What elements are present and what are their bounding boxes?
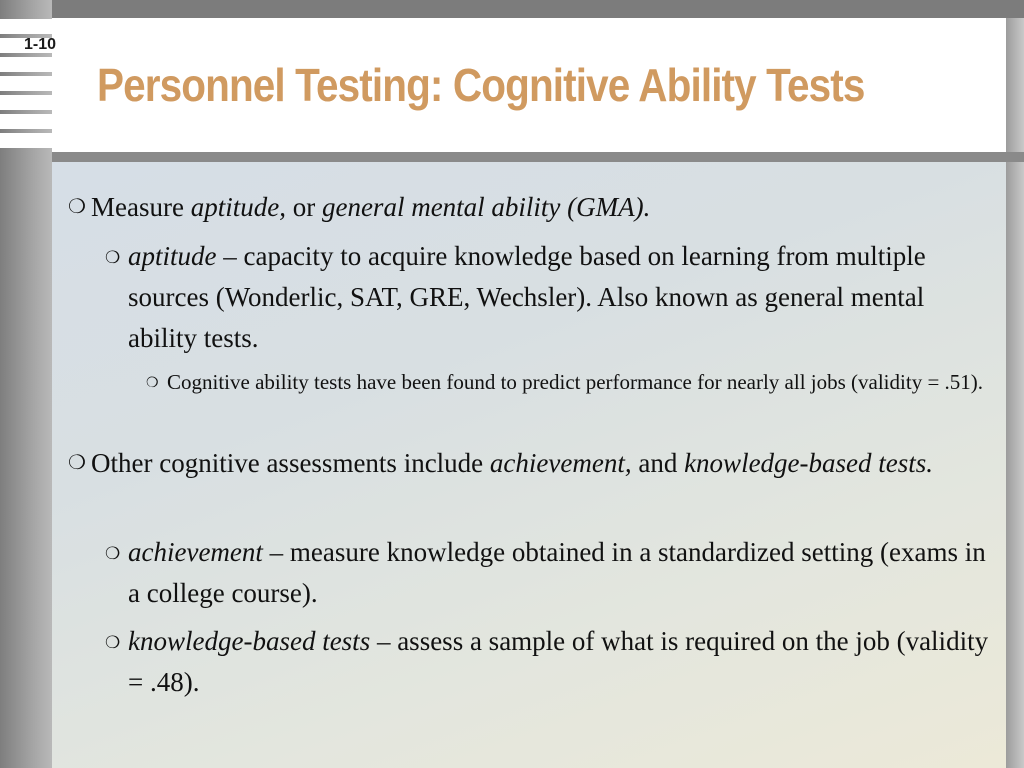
bullet-emphasis: knowledge-based tests. <box>684 448 934 478</box>
bullet-emphasis: general mental ability (GMA). <box>321 192 651 222</box>
bullet-text: Other cognitive assessments include <box>91 448 490 478</box>
bullet-cognitive-validity <box>146 366 1002 399</box>
decor-stripe <box>0 57 103 72</box>
bullet-emphasis: achievement <box>128 537 263 567</box>
bullet-achievement <box>105 532 998 614</box>
bullet-aptitude <box>105 236 998 359</box>
bullet-emphasis: aptitude <box>128 241 217 271</box>
bullet-text: Cognitive ability tests have been found to predict performance for nearly all jobs (validity = .51). <box>167 370 984 394</box>
decor-stripe <box>0 114 60 129</box>
bullet-text: – capacity to acquire knowledge based on learning from multiple sources (Wonderlic, SAT, GRE, Wechsler). Also known as general mental ability tests. <box>128 241 926 353</box>
decor-stripe <box>0 133 52 148</box>
bullet-marker-icon: ❍ <box>105 248 121 267</box>
bullet-marker-icon: ❍ <box>68 196 86 218</box>
bullet-emphasis: knowledge-based tests <box>128 626 371 656</box>
bullet-text: Measure <box>91 192 191 222</box>
slide-number: 1-10 <box>24 36 57 53</box>
decor-stripe <box>0 95 68 110</box>
bullet-marker-icon: ❍ <box>68 452 86 474</box>
bullet-text: and <box>631 448 685 478</box>
bullet-knowledge-based <box>105 621 998 703</box>
decor-stripe <box>0 19 172 34</box>
title-rule <box>52 152 1024 162</box>
bullet-emphasis: aptitude, <box>190 192 286 222</box>
bullet-text: or <box>285 192 322 222</box>
bullet-text: – assess a sample of what is required on the job (validity = .48). <box>128 626 989 697</box>
decor-stripe <box>0 76 86 91</box>
bullet-marker-icon: ❍ <box>105 633 121 652</box>
bullet-emphasis: achievement, <box>489 448 632 478</box>
right-band <box>1006 18 1024 768</box>
top-band <box>0 0 1024 18</box>
bullet-marker-icon: ❍ <box>105 544 121 563</box>
bullet-text: – measure knowledge obtained in a standardized setting (exams in a college course). <box>128 537 986 608</box>
bullet-other-assessments <box>68 443 961 484</box>
bullet-marker-icon: ❍ <box>146 376 159 391</box>
bullet-measure <box>68 187 991 228</box>
decor-stripe <box>0 38 128 53</box>
slide-title: Personnel Testing: Cognitive Ability Tests <box>97 59 865 111</box>
